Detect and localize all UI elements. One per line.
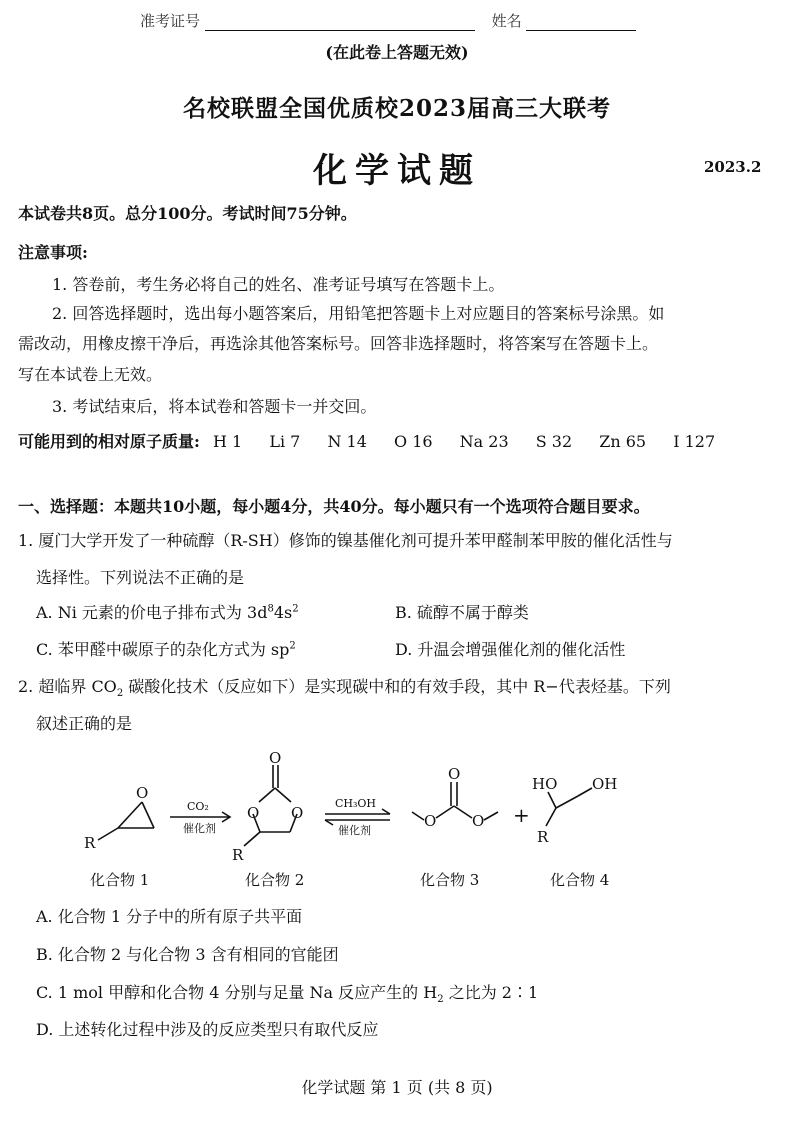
admission-number-line bbox=[205, 14, 475, 31]
invalid-note: (在此卷上答题无效) bbox=[325, 43, 469, 62]
atomic-mass-item: S 32 bbox=[535, 432, 573, 451]
dmc-carbonyl-oxygen: O bbox=[448, 765, 461, 783]
q1-stem-line1: 1. 厦门大学开发了一种硫醇（R-SH）修饰的镍基催化剂可提升苯甲醛制苯甲胺的催化活性与 bbox=[18, 531, 673, 550]
q2-option-d: D. 上述转化过程中涉及的反应类型只有取代反应 bbox=[36, 1020, 379, 1039]
q1-stem-line2: 选择性。下列说法不正确的是 bbox=[36, 568, 245, 587]
notice-item: 2. 回答选择题时，选出每小题答案后，用铅笔把答题卡上对应题目的答案标号涂黑。如 bbox=[52, 304, 665, 323]
notice-item: 需改动，用橡皮擦干净后，再选涂其他答案标号。回答非选择题时，将答案写在答题卡上。 bbox=[18, 334, 659, 353]
header-fields bbox=[140, 10, 636, 31]
atomic-mass-item: O 16 bbox=[393, 432, 433, 451]
q1-option-a: A. Ni 元素的价电子排布式为 $3d^84s^2$ bbox=[36, 603, 299, 622]
exam-title: 名校联盟全国优质校2023届高三大联考 bbox=[182, 95, 611, 122]
atomic-mass-label: 可能用到的相对原子质量: bbox=[18, 432, 200, 451]
carbonate-r-group: R bbox=[232, 846, 244, 864]
notice-title: 注意事项: bbox=[18, 243, 88, 262]
epoxide-r-bond bbox=[98, 828, 118, 840]
diol-r-group: R bbox=[537, 828, 549, 846]
atomic-mass-item: Zn 65 bbox=[599, 432, 647, 451]
section-title: 一、选择题：本题共10小题，每小题4分，共40分。每小题只有一个选项符合题目要求。 bbox=[18, 497, 650, 516]
dmc-oxygen: O bbox=[472, 812, 485, 830]
diol-oh-group: OH bbox=[592, 775, 618, 793]
notice-item: 1. 答卷前，考生务必将自己的姓名、准考证号填写在答题卡上。 bbox=[52, 275, 505, 294]
dmc-oxygen: O bbox=[424, 812, 437, 830]
diol-bond bbox=[578, 788, 592, 796]
q2-stem-line2: 叙述正确的是 bbox=[36, 714, 133, 733]
intro-text: 本试卷共8页。总分100分。考试时间75分钟。 bbox=[18, 204, 357, 223]
compound-label: 化合物 1 bbox=[90, 871, 150, 889]
ring-oxygen: O bbox=[247, 804, 260, 822]
dmc-bond bbox=[454, 806, 472, 818]
ring-bond bbox=[259, 788, 275, 802]
name-label: 姓名 bbox=[491, 12, 522, 30]
atomic-mass-item: I 127 bbox=[673, 432, 716, 451]
arrow1-catalyst: 催化剂 bbox=[183, 822, 216, 835]
epoxide-bond bbox=[142, 802, 154, 828]
exam-date: 2023.2 bbox=[704, 158, 762, 176]
admission-label: 准考证号 bbox=[140, 12, 201, 30]
atomic-mass-item: Li 7 bbox=[269, 432, 301, 451]
reaction-scheme bbox=[70, 749, 690, 895]
compound-label: 化合物 2 bbox=[245, 871, 305, 889]
ring-oxygen: O bbox=[291, 804, 304, 822]
atomic-mass-item: Na 23 bbox=[459, 432, 509, 451]
arrow2-reagent: CH₃OH bbox=[335, 797, 377, 810]
arrow1-reagent: CO₂ bbox=[187, 800, 209, 813]
page-footer: 化学试题 第 1 页 (共 8 页) bbox=[301, 1078, 493, 1097]
subject-title: 化学试题 bbox=[313, 151, 481, 191]
epoxide-bond bbox=[118, 802, 142, 828]
name-line bbox=[526, 14, 636, 31]
dmc-bond bbox=[412, 812, 424, 820]
compound-label: 化合物 4 bbox=[550, 871, 610, 889]
ring-bond bbox=[275, 788, 291, 802]
notice-item: 写在本试卷上无效。 bbox=[18, 365, 163, 384]
diol-bond bbox=[556, 796, 578, 808]
q2-option-a: A. 化合物 1 分子中的所有原子共平面 bbox=[36, 907, 303, 926]
notice-item: 3. 考试结束后，将本试卷和答题卡一并交回。 bbox=[52, 397, 377, 416]
q1-option-b: B. 硫醇不属于醇类 bbox=[395, 603, 529, 622]
dmc-bond bbox=[484, 812, 498, 820]
q2-stem-line1: 2. 超临界 $CO_2$ 碳酸化技术（反应如下）是实现碳中和的有效手段，其中 R−代表烃基。下列 bbox=[18, 677, 671, 700]
diol-ho-group: HO bbox=[532, 775, 558, 793]
arrow2-catalyst: 催化剂 bbox=[338, 824, 371, 837]
compound-label: 化合物 3 bbox=[420, 871, 480, 889]
epoxide-r-group: R bbox=[84, 834, 96, 852]
carbonyl-oxygen: O bbox=[269, 749, 282, 767]
plus-sign: + bbox=[513, 803, 530, 827]
diol-bond bbox=[548, 792, 556, 808]
epoxide-oxygen: O bbox=[136, 784, 149, 802]
q1-option-d: D. 升温会增强催化剂的催化活性 bbox=[395, 640, 626, 659]
diol-r-bond bbox=[546, 808, 556, 826]
ring-r-bond bbox=[244, 832, 260, 846]
atomic-mass-row bbox=[18, 432, 715, 452]
atomic-mass-item: H 1 bbox=[213, 432, 243, 451]
q2-option-c: C. 1 mol 甲醇和化合物 4 分别与足量 Na 反应产生的 $H_2$ 之比为 2∶1 bbox=[36, 983, 539, 1006]
q1-option-c: C. 苯甲醛中碳原子的杂化方式为 $sp^2$ bbox=[36, 640, 296, 659]
dmc-bond bbox=[436, 806, 454, 818]
atomic-mass-item: N 14 bbox=[327, 432, 367, 451]
q2-option-b: B. 化合物 2 与化合物 3 含有相同的官能团 bbox=[36, 945, 339, 964]
